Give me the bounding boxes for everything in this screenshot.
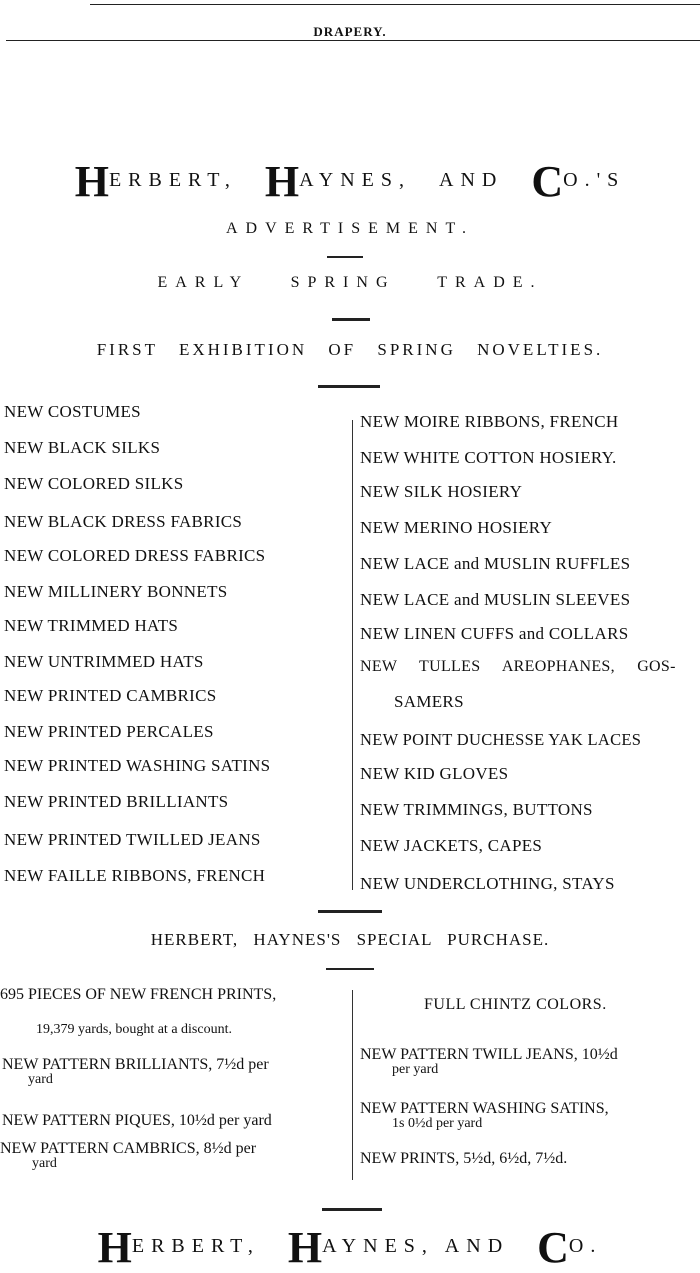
list-item: NEW COLORED DRESS FABRICS [4, 546, 266, 565]
list-item: NEW LINEN CUFFS and COLLARS [360, 624, 629, 643]
list-item: NEW BLACK DRESS FABRICS [4, 512, 243, 531]
footer-word-haynes: AYNES, AND [322, 1235, 510, 1257]
brilliants-text: NEW PATTERN BRILLIANTS, 7½d per [2, 1056, 269, 1073]
footer-initial-h: H [97, 1223, 132, 1272]
footer-word-herbert: ERBERT, [131, 1235, 260, 1257]
title-initial-c: C [531, 157, 564, 206]
pieces-line: 695 PIECES OF NEW FRENCH PRINTS, [0, 986, 277, 1003]
list-item: NEW COLORED SILKS [4, 474, 184, 493]
header-rule [6, 40, 700, 41]
list-item: NEW PRINTED PERCALES [4, 722, 214, 741]
cambrics-line [0, 1140, 256, 1172]
list-item: NEW WHITE COTTON HOSIERY. [360, 448, 617, 467]
brilliants-line [2, 1056, 269, 1088]
list-item: NEW FAILLE RIBBONS, FRENCH [4, 866, 266, 885]
list-item: NEW MILLINERY BONNETS [4, 582, 228, 601]
rule-1 [327, 256, 363, 258]
satins-text: NEW PATTERN WASHING SATINS, [360, 1100, 609, 1117]
cambrics-text: NEW PATTERN CAMBRICS, 8½d per [0, 1140, 257, 1157]
list-item: NEW PRINTED CAMBRICS [4, 686, 217, 705]
satins-unit: 1s 0½d per yard [392, 1116, 483, 1131]
top-rule [90, 4, 700, 5]
list-item: NEW PRINTED TWILLED JEANS [4, 830, 261, 849]
satins-line [360, 1100, 609, 1132]
list-item: NEW LACE and MUSLIN SLEEVES [360, 590, 631, 609]
exhibition-heading: FIRST EXHIBITION OF SPRING NOVELTIES. [96, 340, 604, 359]
list-item: NEW JACKETS, CAPES [360, 836, 543, 855]
title-word-haynes: AYNES, [299, 169, 411, 191]
list-item: NEW TRIMMINGS, BUTTONS [360, 800, 593, 819]
piques-line: NEW PATTERN PIQUES, 10½d per yard [2, 1112, 272, 1129]
title-word-herbert: ERBERT, [108, 169, 237, 191]
firm-title [0, 156, 700, 207]
list-item: NEW POINT DUCHESSE YAK LACES [360, 730, 642, 749]
twill-line [360, 1046, 618, 1078]
column-divider [352, 420, 353, 890]
prints-line: NEW PRINTS, 5½d, 6½d, 7½d. [360, 1150, 568, 1167]
title-word-cos: O.'S [563, 169, 626, 191]
brilliants-unit: yard [28, 1072, 53, 1087]
footer-signature [0, 1222, 700, 1273]
rule-6 [322, 1208, 382, 1211]
advertisement-heading: ADVERTISEMENT. [225, 220, 475, 237]
special-purchase-heading: HERBERT, HAYNES'S SPECIAL PURCHASE. [150, 930, 550, 949]
list-item: NEW COSTUMES [4, 402, 141, 421]
list-item: NEW BLACK SILKS [4, 438, 161, 457]
list-item: NEW KID GLOVES [360, 764, 509, 783]
list-item: NEW LACE and MUSLIN RUFFLES [360, 554, 631, 573]
rule-2 [332, 318, 370, 321]
title-initial-h2: H [264, 157, 300, 206]
list-item: NEW MERINO HOSIERY [360, 518, 553, 537]
list-item: NEW PRINTED WASHING SATINS [4, 756, 271, 775]
list-item: NEW SILK HOSIERY [360, 482, 523, 501]
rule-5 [326, 968, 374, 970]
list-item: SAMERS [394, 692, 464, 711]
season-heading: EARLY SPRING TRADE. [157, 274, 543, 291]
twill-unit: per yard [392, 1062, 439, 1077]
twill-text: NEW PATTERN TWILL JEANS, 10½d [360, 1046, 618, 1063]
cambrics-unit: yard [32, 1156, 57, 1171]
title-word-and: AND [439, 169, 504, 191]
list-item: NEW PRINTED BRILLIANTS [4, 792, 229, 811]
rule-4 [318, 910, 382, 913]
yards-line: 19,379 yards, bought at a discount. [36, 1022, 232, 1037]
list-item: NEW UNDERCLOTHING, STAYS [360, 874, 615, 893]
chintz-line: FULL CHINTZ COLORS. [424, 996, 607, 1013]
footer-initial-h2: H [287, 1223, 323, 1272]
footer-initial-c: C [537, 1223, 569, 1272]
section-header: DRAPERY. [313, 24, 387, 39]
special-divider [352, 990, 353, 1180]
list-item: NEW TRIMMED HATS [4, 616, 179, 635]
list-item: NEW TULLES AREOPHANES, GOS- [360, 658, 676, 675]
title-initial-h: H [74, 157, 109, 206]
list-item: NEW MOIRE RIBBONS, FRENCH [360, 412, 619, 431]
list-item: NEW UNTRIMMED HATS [4, 652, 204, 671]
rule-3 [318, 385, 380, 388]
footer-word-co: O. [568, 1235, 603, 1257]
